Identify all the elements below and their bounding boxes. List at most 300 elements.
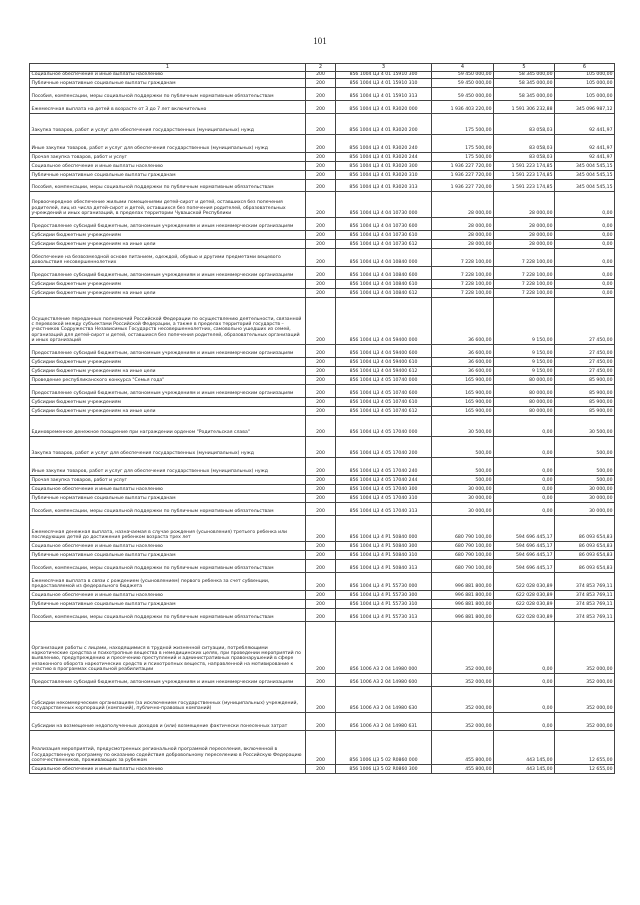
table-row (30, 673, 615, 686)
table-row (30, 550, 615, 559)
row-remaining-amount: 85 900,00 (555, 375, 615, 384)
table-row (30, 100, 615, 113)
row-plan-amount: 30 000,00 (432, 493, 494, 502)
row-executed-amount: 28 000,00 (494, 239, 555, 248)
table-row (30, 397, 615, 406)
row-code: 856 1004 Ц3 4 04 10730 612 (336, 239, 432, 248)
row-col2: 200 (306, 502, 336, 515)
row-plan-amount: 680 790 100,00 (432, 559, 494, 572)
row-plan-amount: 59 450 000,00 (432, 78, 494, 87)
row-plan-amount: 59 450 000,00 (432, 87, 494, 100)
row-remaining-amount: 0,00 (555, 217, 615, 230)
row-col2: 200 (306, 266, 336, 279)
table-row (30, 764, 615, 773)
table-row (30, 475, 615, 484)
row-name: Осуществление переданных полномочий Российской Федерации по осуществлению деятельности, связанной с перевозкой между субъектами Российской Федерации, а также в пределах территорий государств – участников Содружества Независимых Государств несовершеннолетних, самовольно ушедших из семей, организаций для детей-сирот и детей, оставшихся без попечения родителей, образовательных организаций и иных организаций (30, 297, 306, 344)
row-code: 856 1004 Ц3 4 04 10730 000 (336, 191, 432, 217)
row-code: 856 1004 Ц3 4 05 10740 610 (336, 397, 432, 406)
table-row (30, 686, 615, 712)
row-name: Субсидии бюджетным учреждениям на иные цели (30, 366, 306, 375)
row-col2: 200 (306, 357, 336, 366)
row-code: 856 1004 Ц3 4 P1 50840 300 (336, 541, 432, 550)
row-remaining-amount: 12 655,00 (555, 764, 615, 773)
row-col2: 200 (306, 608, 336, 621)
row-name: Социальное обеспечение и иные выплаты населению (30, 161, 306, 170)
row-remaining-amount: 352 000,00 (555, 686, 615, 712)
row-col2: 200 (306, 621, 336, 673)
table-row (30, 590, 615, 599)
row-plan-amount: 28 000,00 (432, 217, 494, 230)
row-executed-amount: 80 000,00 (494, 375, 555, 384)
row-remaining-amount: 352 000,00 (555, 712, 615, 730)
table-row (30, 161, 615, 170)
row-name: Социальное обеспечение и иные выплаты населению (30, 71, 306, 78)
row-name: Публичные нормативные социальные выплаты гражданам (30, 78, 306, 87)
row-name: Субсидии бюджетным учреждениям (30, 230, 306, 239)
row-plan-amount: 7 228 100,00 (432, 266, 494, 279)
row-remaining-amount: 86 093 654,83 (555, 559, 615, 572)
row-col2: 200 (306, 344, 336, 357)
row-col2: 200 (306, 161, 336, 170)
header-cell: 6 (555, 64, 615, 72)
row-executed-amount: 1 591 306 232,88 (494, 100, 555, 113)
row-name: Первоочередное обеспечение жилыми помещениями детей-сирот и детей, оставшихся без попечения родителей, лиц из числа детей-сирот и детей, оставшихся без попечения родителей, образовательных учреждений и иных организаций, в пределах территории Чувашской Республики (30, 191, 306, 217)
row-remaining-amount: 86 093 654,83 (555, 541, 615, 550)
row-col2: 200 (306, 113, 336, 134)
row-plan-amount: 28 000,00 (432, 230, 494, 239)
row-name: Предоставление субсидий бюджетным, автономным учреждениям и иным некоммерческим организациям (30, 673, 306, 686)
row-remaining-amount: 85 900,00 (555, 397, 615, 406)
table-row (30, 344, 615, 357)
row-code: 856 1004 Ц3 4 P1 50840 310 (336, 550, 432, 559)
row-col2: 200 (306, 384, 336, 397)
row-code: 856 1006 Ц3 5 02 R0860 300 (336, 764, 432, 773)
row-remaining-amount: 0,00 (555, 288, 615, 297)
row-executed-amount: 80 000,00 (494, 384, 555, 397)
row-col2: 200 (306, 87, 336, 100)
table-row (30, 457, 615, 475)
row-remaining-amount: 345 004 545,15 (555, 179, 615, 191)
table-row (30, 608, 615, 621)
table-row (30, 230, 615, 239)
row-plan-amount: 36 600,00 (432, 344, 494, 357)
row-col2: 200 (306, 134, 336, 152)
table-row (30, 515, 615, 541)
row-name: Социальное обеспечение и иные выплаты населению (30, 764, 306, 773)
row-plan-amount: 30 000,00 (432, 484, 494, 493)
row-code: 856 1004 Ц3 4 05 17040 313 (336, 502, 432, 515)
table-row (30, 493, 615, 502)
row-remaining-amount: 374 853 769,11 (555, 572, 615, 590)
row-executed-amount: 0,00 (494, 493, 555, 502)
table-row (30, 113, 615, 134)
row-remaining-amount: 27 450,00 (555, 344, 615, 357)
row-col2: 200 (306, 71, 336, 78)
row-name: Предоставление субсидий бюджетным, автономным учреждениям и иным некоммерческим организациям (30, 384, 306, 397)
row-col2: 200 (306, 457, 336, 475)
row-plan-amount: 1 936 227 720,00 (432, 161, 494, 170)
row-executed-amount: 0,00 (494, 712, 555, 730)
row-col2: 200 (306, 152, 336, 161)
row-executed-amount: 622 028 030,89 (494, 572, 555, 590)
row-col2: 200 (306, 730, 336, 764)
row-plan-amount: 7 228 100,00 (432, 288, 494, 297)
table-row (30, 384, 615, 397)
table-row (30, 559, 615, 572)
row-plan-amount: 175 500,00 (432, 113, 494, 134)
row-col2: 200 (306, 397, 336, 406)
row-plan-amount: 7 228 100,00 (432, 248, 494, 266)
row-col2: 200 (306, 475, 336, 484)
row-plan-amount: 165 900,00 (432, 406, 494, 415)
row-name: Субсидии бюджетным учреждениям на иные цели (30, 406, 306, 415)
row-plan-amount: 500,00 (432, 457, 494, 475)
row-code: 856 1004 Ц3 4 01 R3020 313 (336, 179, 432, 191)
table-row (30, 366, 615, 375)
table-row (30, 134, 615, 152)
row-col2: 200 (306, 239, 336, 248)
row-plan-amount: 36 600,00 (432, 297, 494, 344)
row-code: 856 1006 А3 2 04 14980 000 (336, 621, 432, 673)
row-remaining-amount: 85 900,00 (555, 384, 615, 397)
row-plan-amount: 352 000,00 (432, 621, 494, 673)
row-name: Организация работы с лицами, находящимися в трудной жизненной ситуации, потребляющими наркотические средства и психотропные вещества в немедицинских целях, при проведении мероприятий по выявлению, предупреждению и пресечению преступлений и административных правонарушений в сфере незаконного оборота наркотических средств и психотропных веществ, направленной на мотивирование к участию в программах социальной реабилитации (30, 621, 306, 673)
header-cell: 4 (432, 64, 494, 72)
row-name: Закупка товаров, работ и услуг для обеспечения государственных (муниципальных) нужд (30, 436, 306, 457)
row-plan-amount: 175 500,00 (432, 134, 494, 152)
row-plan-amount: 28 000,00 (432, 191, 494, 217)
table-row (30, 297, 615, 344)
row-col2: 200 (306, 590, 336, 599)
row-name: Субсидии бюджетным учреждениям (30, 397, 306, 406)
row-col2: 200 (306, 375, 336, 384)
row-col2: 200 (306, 686, 336, 712)
row-executed-amount: 1 591 223 174,85 (494, 170, 555, 179)
row-plan-amount: 352 000,00 (432, 712, 494, 730)
row-executed-amount: 0,00 (494, 673, 555, 686)
row-executed-amount: 622 028 030,89 (494, 608, 555, 621)
row-plan-amount: 59 450 000,00 (432, 71, 494, 78)
row-executed-amount: 0,00 (494, 621, 555, 673)
row-remaining-amount: 92 441,97 (555, 113, 615, 134)
table-row (30, 248, 615, 266)
row-code: 856 1004 Ц3 4 01 R3020 300 (336, 161, 432, 170)
header-cell: 2 (306, 64, 336, 72)
table-row (30, 621, 615, 673)
row-name: Иные закупки товаров, работ и услуг для обеспечения государственных (муниципальных) нужд (30, 457, 306, 475)
row-remaining-amount: 0,00 (555, 266, 615, 279)
row-remaining-amount: 374 853 769,11 (555, 590, 615, 599)
row-executed-amount: 1 591 223 174,85 (494, 161, 555, 170)
row-executed-amount: 443 145,00 (494, 730, 555, 764)
row-code: 856 1004 Ц3 4 05 10740 000 (336, 375, 432, 384)
row-executed-amount: 622 028 030,89 (494, 590, 555, 599)
row-plan-amount: 996 881 800,00 (432, 572, 494, 590)
row-executed-amount: 80 000,00 (494, 406, 555, 415)
row-remaining-amount: 86 093 654,83 (555, 550, 615, 559)
row-plan-amount: 996 881 800,00 (432, 608, 494, 621)
row-executed-amount: 0,00 (494, 484, 555, 493)
row-remaining-amount: 85 900,00 (555, 406, 615, 415)
row-executed-amount: 594 696 445,17 (494, 515, 555, 541)
row-name: Закупка товаров, работ и услуг для обеспечения государственных (муниципальных) нужд (30, 113, 306, 134)
row-name: Предоставление субсидий бюджетным, автономным учреждениям и иным некоммерческим организациям (30, 217, 306, 230)
table-row (30, 375, 615, 384)
row-col2: 200 (306, 484, 336, 493)
table-row (30, 484, 615, 493)
row-executed-amount: 9 150,00 (494, 357, 555, 366)
row-col2: 200 (306, 415, 336, 436)
row-plan-amount: 7 228 100,00 (432, 279, 494, 288)
row-col2: 200 (306, 559, 336, 572)
row-col2: 200 (306, 248, 336, 266)
row-executed-amount: 28 000,00 (494, 217, 555, 230)
row-executed-amount: 443 145,00 (494, 764, 555, 773)
row-code: 856 1004 Ц3 4 05 10740 600 (336, 384, 432, 397)
row-remaining-amount: 0,00 (555, 191, 615, 217)
row-executed-amount: 7 228 100,00 (494, 279, 555, 288)
table-row (30, 572, 615, 590)
row-col2: 200 (306, 366, 336, 375)
row-remaining-amount: 500,00 (555, 475, 615, 484)
row-code: 856 1004 Ц3 4 P1 55730 000 (336, 572, 432, 590)
row-code: 856 1004 Ц3 4 01 R3020 244 (336, 152, 432, 161)
row-col2: 200 (306, 279, 336, 288)
row-remaining-amount: 27 450,00 (555, 366, 615, 375)
row-code: 856 1004 Ц3 4 05 10740 612 (336, 406, 432, 415)
row-code: 856 1004 Ц3 4 05 17040 310 (336, 493, 432, 502)
row-code: 856 1004 Ц3 4 01 R3020 000 (336, 100, 432, 113)
row-plan-amount: 500,00 (432, 475, 494, 484)
row-name: Публичные нормативные социальные выплаты гражданам (30, 550, 306, 559)
row-plan-amount: 680 790 100,00 (432, 515, 494, 541)
row-executed-amount: 9 150,00 (494, 366, 555, 375)
page-number: 101 (313, 36, 327, 46)
table-row (30, 436, 615, 457)
row-plan-amount: 36 600,00 (432, 366, 494, 375)
row-name: Прочая закупка товаров, работ и услуг (30, 152, 306, 161)
row-code: 856 1004 Ц3 4 P1 55730 300 (336, 590, 432, 599)
row-remaining-amount: 30 500,00 (555, 415, 615, 436)
row-plan-amount: 1 936 227 720,00 (432, 170, 494, 179)
row-remaining-amount: 105 000,00 (555, 71, 615, 78)
row-code: 856 1004 Ц3 4 04 10730 610 (336, 230, 432, 239)
row-plan-amount: 165 900,00 (432, 375, 494, 384)
row-executed-amount: 83 058,03 (494, 113, 555, 134)
row-plan-amount: 30 500,00 (432, 415, 494, 436)
row-executed-amount: 0,00 (494, 457, 555, 475)
table-row (30, 730, 615, 764)
row-code: 856 1004 Ц3 4 05 17040 000 (336, 415, 432, 436)
row-plan-amount: 36 600,00 (432, 357, 494, 366)
table-row (30, 87, 615, 100)
table-row (30, 266, 615, 279)
row-remaining-amount: 0,00 (555, 230, 615, 239)
table-row (30, 502, 615, 515)
row-name: Субсидии бюджетным учреждениям на иные цели (30, 239, 306, 248)
row-code: 856 1004 Ц3 4 04 10840 600 (336, 266, 432, 279)
row-col2: 200 (306, 599, 336, 608)
table-row (30, 357, 615, 366)
row-col2: 200 (306, 541, 336, 550)
row-executed-amount: 28 000,00 (494, 191, 555, 217)
row-remaining-amount: 86 093 654,83 (555, 515, 615, 541)
row-plan-amount: 996 881 800,00 (432, 590, 494, 599)
row-remaining-amount: 27 450,00 (555, 297, 615, 344)
row-remaining-amount: 30 000,00 (555, 493, 615, 502)
row-name: Социальное обеспечение и иные выплаты населению (30, 590, 306, 599)
budget-table (29, 63, 615, 774)
table-row (30, 152, 615, 161)
row-col2: 200 (306, 572, 336, 590)
row-remaining-amount: 0,00 (555, 248, 615, 266)
row-executed-amount: 1 591 223 174,85 (494, 179, 555, 191)
row-remaining-amount: 30 000,00 (555, 502, 615, 515)
row-code: 856 1004 Ц3 4 01 R3020 200 (336, 113, 432, 134)
row-col2: 200 (306, 673, 336, 686)
row-name: Проведение республиканского конкурса "Семья года" (30, 375, 306, 384)
row-remaining-amount: 105 000,00 (555, 87, 615, 100)
row-code: 856 1004 Ц3 4 05 17040 240 (336, 457, 432, 475)
row-col2: 200 (306, 515, 336, 541)
row-remaining-amount: 352 000,00 (555, 673, 615, 686)
row-remaining-amount: 345 096 987,12 (555, 100, 615, 113)
row-remaining-amount: 0,00 (555, 239, 615, 248)
row-remaining-amount: 500,00 (555, 457, 615, 475)
row-plan-amount: 352 000,00 (432, 673, 494, 686)
row-plan-amount: 996 881 800,00 (432, 599, 494, 608)
row-name: Субсидии бюджетным учреждениям (30, 279, 306, 288)
table-row (30, 179, 615, 191)
row-executed-amount: 0,00 (494, 436, 555, 457)
row-remaining-amount: 92 441,97 (555, 134, 615, 152)
row-remaining-amount: 374 853 769,11 (555, 608, 615, 621)
row-name: Ежемесячная выплата на детей в возрасте от 3 до 7 лет включительно (30, 100, 306, 113)
row-name: Единовременное денежное поощрение при награждении орденом "Родительская слава" (30, 415, 306, 436)
row-code: 856 1004 Ц3 4 05 17040 200 (336, 436, 432, 457)
row-executed-amount: 7 228 100,00 (494, 248, 555, 266)
row-name: Субсидии бюджетным учреждениям (30, 357, 306, 366)
row-plan-amount: 680 790 100,00 (432, 541, 494, 550)
row-executed-amount: 83 058,03 (494, 134, 555, 152)
row-executed-amount: 58 345 000,00 (494, 71, 555, 78)
row-plan-amount: 28 000,00 (432, 239, 494, 248)
table-row (30, 415, 615, 436)
row-col2: 200 (306, 230, 336, 239)
row-col2: 200 (306, 170, 336, 179)
row-code: 856 1004 Ц3 4 04 10840 000 (336, 248, 432, 266)
table-row (30, 406, 615, 415)
row-name: Публичные нормативные социальные выплаты гражданам (30, 599, 306, 608)
row-plan-amount: 1 936 403 220,00 (432, 100, 494, 113)
row-name: Обеспечение на безвозмездной основе питанием, одеждой, обувью и другими предметами вещевого довольствия несовершеннолетних (30, 248, 306, 266)
row-code: 856 1004 Ц3 4 04 59400 610 (336, 357, 432, 366)
row-executed-amount: 0,00 (494, 502, 555, 515)
row-name: Публичные нормативные социальные выплаты гражданам (30, 493, 306, 502)
row-executed-amount: 28 000,00 (494, 230, 555, 239)
row-executed-amount: 80 000,00 (494, 397, 555, 406)
row-code: 856 1004 Ц3 4 01 15910 310 (336, 78, 432, 87)
row-executed-amount: 58 345 000,00 (494, 78, 555, 87)
header-row (30, 64, 615, 72)
row-plan-amount: 455 800,00 (432, 730, 494, 764)
row-plan-amount: 30 000,00 (432, 502, 494, 515)
row-remaining-amount: 92 441,97 (555, 152, 615, 161)
row-executed-amount: 594 696 445,17 (494, 559, 555, 572)
row-remaining-amount: 500,00 (555, 436, 615, 457)
row-name: Пособия, компенсации, меры социальной поддержки по публичным нормативным обязательствам (30, 608, 306, 621)
row-code: 856 1004 Ц3 4 04 10730 600 (336, 217, 432, 230)
row-name: Прочая закупка товаров, работ и услуг (30, 475, 306, 484)
row-code: 856 1004 Ц3 4 01 R3020 310 (336, 170, 432, 179)
row-plan-amount: 1 936 227 720,00 (432, 179, 494, 191)
row-executed-amount: 83 058,03 (494, 152, 555, 161)
row-name: Публичные нормативные социальные выплаты гражданам (30, 170, 306, 179)
row-code: 856 1004 Ц3 4 05 17040 244 (336, 475, 432, 484)
row-remaining-amount: 12 655,00 (555, 730, 615, 764)
row-remaining-amount: 30 000,00 (555, 484, 615, 493)
table-row (30, 288, 615, 297)
row-code: 856 1004 Ц3 4 P1 50840 313 (336, 559, 432, 572)
row-executed-amount: 0,00 (494, 475, 555, 484)
row-name: Социальное обеспечение и иные выплаты населению (30, 541, 306, 550)
row-code: 856 1006 А3 2 04 14980 600 (336, 673, 432, 686)
row-remaining-amount: 374 853 769,11 (555, 599, 615, 608)
table-row (30, 78, 615, 87)
row-name: Пособия, компенсации, меры социальной поддержки по публичным нормативным обязательствам (30, 87, 306, 100)
table-row (30, 541, 615, 550)
row-plan-amount: 165 900,00 (432, 397, 494, 406)
row-name: Пособия, компенсации, меры социальной поддержки по публичным нормативным обязательствам (30, 502, 306, 515)
row-col2: 200 (306, 712, 336, 730)
row-name: Предоставление субсидий бюджетным, автономным учреждениям и иным некоммерческим организациям (30, 344, 306, 357)
row-executed-amount: 594 696 445,17 (494, 541, 555, 550)
row-code: 856 1006 А3 2 04 14980 630 (336, 686, 432, 712)
row-code: 856 1004 Ц3 4 04 10840 612 (336, 288, 432, 297)
row-code: 856 1004 Ц3 4 04 59400 600 (336, 344, 432, 357)
row-code: 856 1004 Ц3 4 P1 50840 000 (336, 515, 432, 541)
table-row (30, 191, 615, 217)
row-col2: 200 (306, 78, 336, 87)
row-col2: 200 (306, 436, 336, 457)
row-col2: 200 (306, 217, 336, 230)
table-row (30, 239, 615, 248)
row-col2: 200 (306, 100, 336, 113)
table-row (30, 599, 615, 608)
row-col2: 200 (306, 297, 336, 344)
row-executed-amount: 594 696 445,17 (494, 550, 555, 559)
row-executed-amount: 0,00 (494, 415, 555, 436)
row-name: Реализация мероприятий, предусмотренных региональной программой переселения, включенной в Государственную программу по оказанию содействия добровольному переселению в Российскую Федерацию соотечественников, проживающих за рубежом (30, 730, 306, 764)
table-row (30, 170, 615, 179)
row-remaining-amount: 0,00 (555, 279, 615, 288)
row-plan-amount: 175 500,00 (432, 152, 494, 161)
row-col2: 200 (306, 179, 336, 191)
row-code: 856 1004 Ц3 4 P1 55730 313 (336, 608, 432, 621)
row-plan-amount: 500,00 (432, 436, 494, 457)
header-cell: 3 (336, 64, 432, 72)
row-executed-amount: 0,00 (494, 686, 555, 712)
row-code: 856 1006 Ц3 5 02 R0860 000 (336, 730, 432, 764)
row-col2: 200 (306, 191, 336, 217)
row-code: 856 1004 Ц3 4 01 15910 300 (336, 71, 432, 78)
row-remaining-amount: 345 004 545,15 (555, 170, 615, 179)
header-cell: 5 (494, 64, 555, 72)
row-remaining-amount: 27 450,00 (555, 357, 615, 366)
row-plan-amount: 165 900,00 (432, 384, 494, 397)
row-executed-amount: 7 228 100,00 (494, 288, 555, 297)
row-executed-amount: 58 345 000,00 (494, 87, 555, 100)
